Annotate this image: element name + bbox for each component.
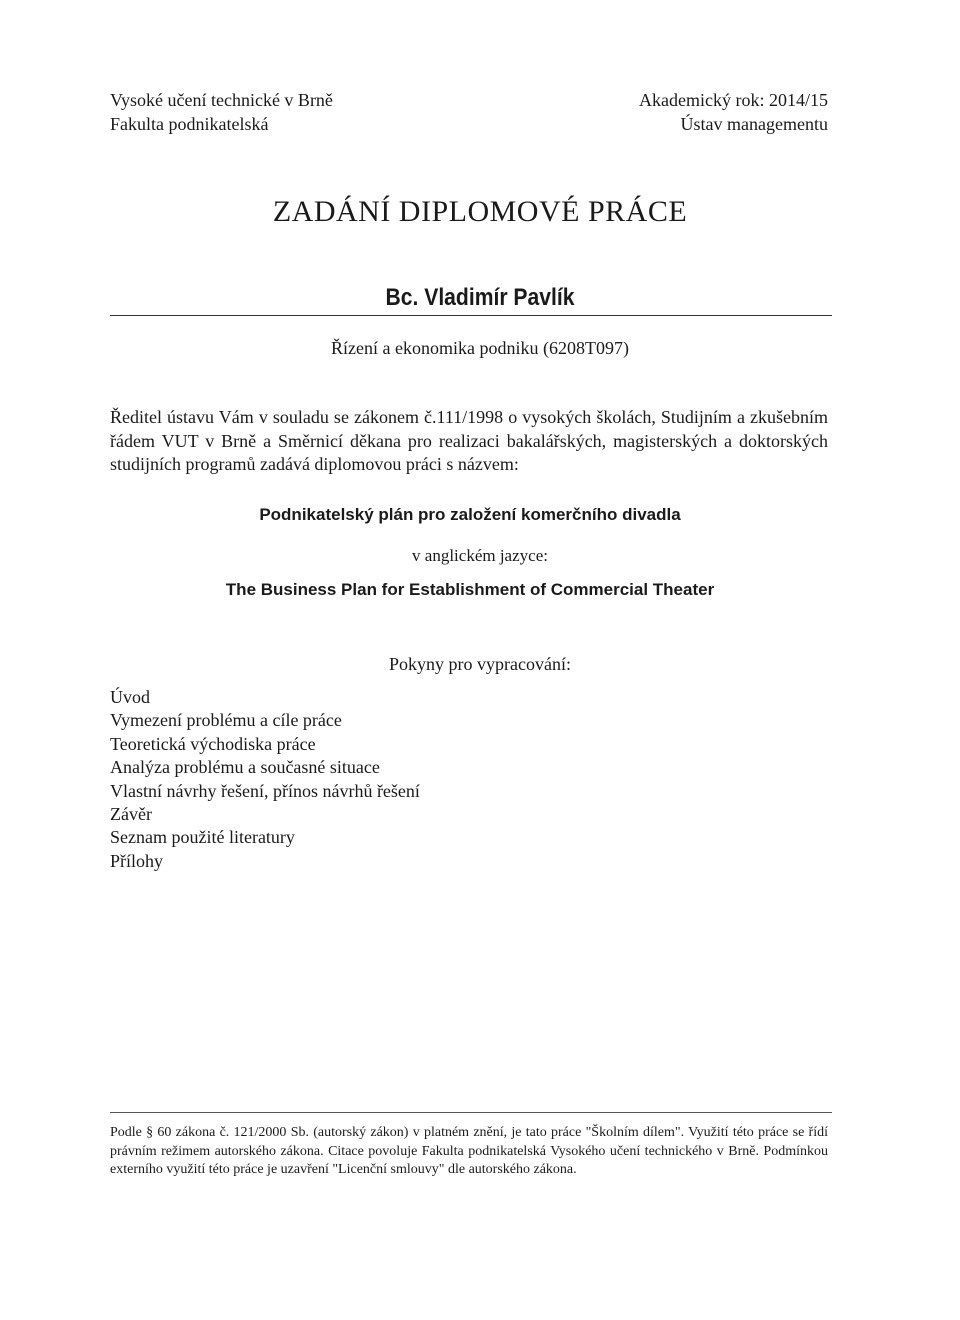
intro-paragraph: Ředitel ústavu Vám v souladu se zákonem č.111/1998 o vysokých školách, Studijním a zkušebním řádem VUT v Brně a Směrnicí děkana pro realizaci bakalářských, magisterských a doktorských studijních programů zadává diplomovou práci s názvem: — [110, 407, 828, 474]
outline-item: Přílohy — [110, 850, 164, 871]
outline-list — [110, 686, 420, 873]
instructions-heading: Pokyny pro vypracování: — [389, 654, 571, 674]
outline-item: Seznam použité literatury — [110, 827, 295, 848]
header-left — [110, 88, 333, 136]
english-label: v anglickém jazyce: — [412, 546, 548, 565]
department-name: Ústav managementu — [680, 114, 828, 134]
outline-item: Vymezení problému a cíle práce — [110, 710, 342, 731]
outline-item: Analýza problému a současné situace — [110, 757, 380, 778]
study-program: Řízení a ekonomika podniku (6208T097) — [331, 338, 629, 358]
thesis-title-en: The Business Plan for Establishment of Commercial Theater — [225, 580, 715, 599]
faculty-name: Fakulta podnikatelská — [110, 114, 269, 134]
university-name: Vysoké učení technické v Brně — [110, 90, 333, 110]
copyright-notice: Podle § 60 zákona č. 121/2000 Sb. (autorský zákon) v platném znění, je tato práce "Školním dílem". Využití této práce se řídí právním režimem autorského zákona. Citace povoluje Fakulta podnikatelská Vysokého učení technického v Brně. Podmínkou externího využití této práce je uzavření "Licenční smlouvy" dle autorského zákona. — [110, 1125, 828, 1177]
thesis-title-cz: Podnikatelský plán pro založení komerčního divadla — [259, 505, 681, 524]
student-name: Bc. Vladimír Pavlík — [385, 284, 575, 311]
outline-item: Závěr — [110, 804, 152, 825]
student-underline — [110, 315, 832, 316]
outline-item: Úvod — [110, 687, 150, 707]
document-title: ZADÁNÍ DIPLOMOVÉ PRÁCE — [272, 195, 688, 228]
footer-divider — [110, 1112, 832, 1113]
header-right — [639, 88, 828, 136]
academic-year: Akademický rok: 2014/15 — [639, 90, 828, 110]
outline-item: Vlastní návrhy řešení, přínos návrhů řešení — [110, 780, 420, 801]
outline-item: Teoretická východiska práce — [110, 733, 316, 754]
